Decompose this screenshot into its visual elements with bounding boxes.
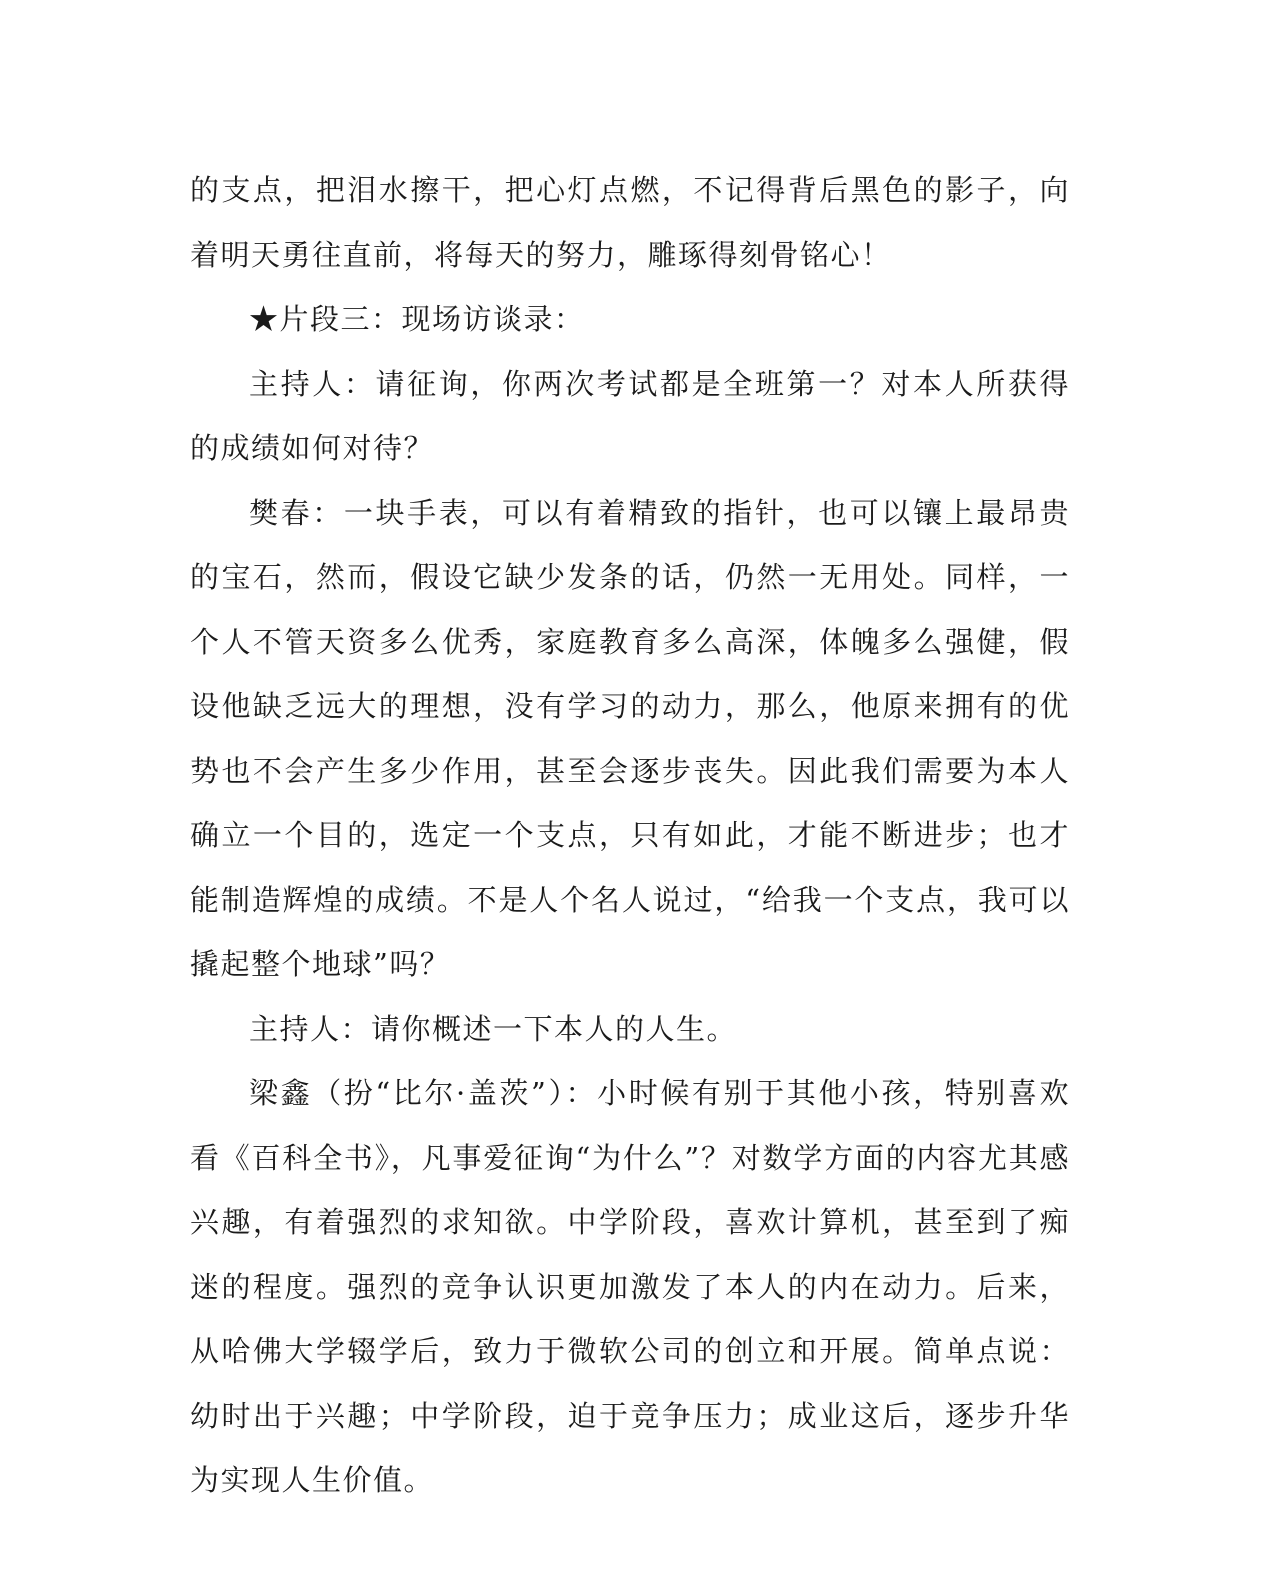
section-heading: ★片段三：现场访谈录： <box>249 302 585 336</box>
paragraph-continuation: 的支点，把泪水擦干，把心灯点燃，不记得背后黑色的影子，向着明天勇往直前，将每天的努力，雕琢得刻骨铭心！ <box>190 173 1070 272</box>
answer-liangxin: 梁鑫（扮“比尔·盖茨”）：小时候有别于其他小孩，特别喜欢看《百科全书》，凡事爱征询“为什么”？对数学方面的内容尤其感兴趣，有着强烈的求知欲。中学阶段，喜欢计算机，甚至到了痴迷的程度。强烈的竞争认识更加激发了本人的内在动力。后来，从哈佛大学辍学后，致力于微软公司的创立和开展。简单点说：幼时出于兴趣；中学阶段，迫于竞争压力；成业这后，逐步升华为实现人生价值。 <box>190 1076 1070 1497</box>
document-page <box>190 158 1070 1513</box>
host-question-1: 主持人：请征询，你两次考试都是全班第一？对本人所获得的成绩如何对待？ <box>190 366 1070 465</box>
host-question-2: 主持人：请你概述一下本人的人生。 <box>249 1011 738 1046</box>
answer-fanchun: 樊春：一块手表，可以有着精致的指针，也可以镶上最昂贵的宝石，然而，假设它缺少发条的话，仍然一无用处。同样，一个人不管天资多么优秀，家庭教育多么高深，体魄多么强健，假设他缺乏远大的理想，没有学习的动力，那么，他原来拥有的优势也不会产生多少作用，甚至会逐步丧失。因此我们需要为本人确立一个目的，选定一个支点，只有如此，才能不断进步；也才能制造辉煌的成绩。不是人个名人说过，“给我一个支点，我可以撬起整个地球”吗？ <box>190 495 1070 981</box>
